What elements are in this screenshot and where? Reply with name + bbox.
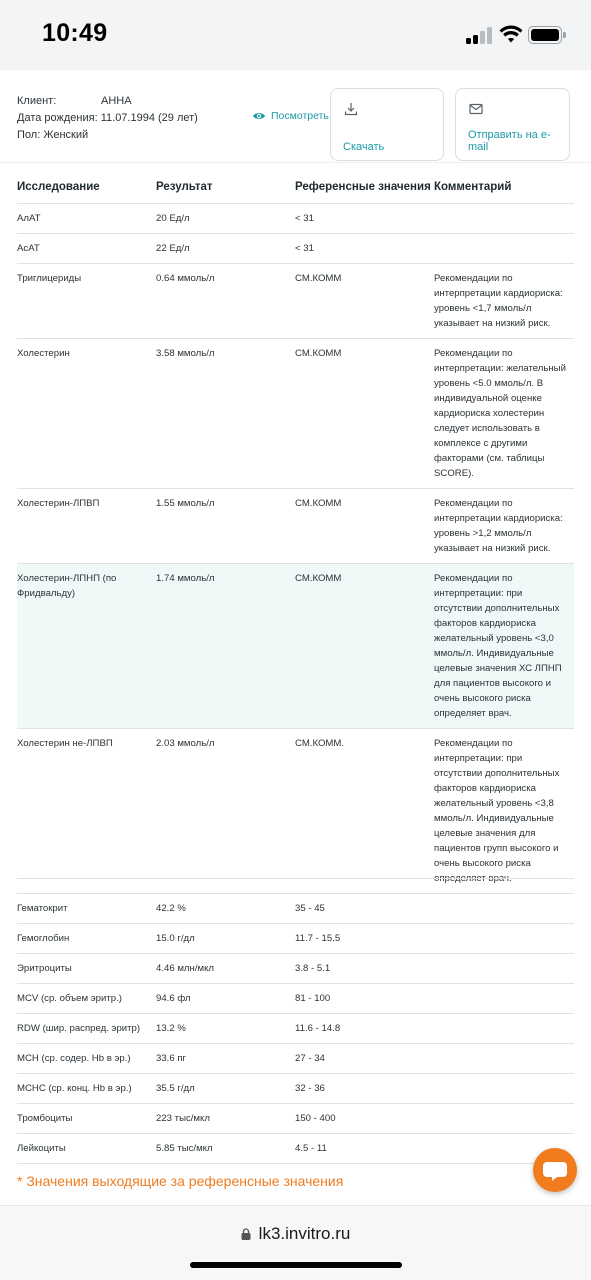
- row-divider: [17, 338, 574, 339]
- send-email-button[interactable]: [455, 88, 570, 161]
- row-divider: [17, 563, 574, 564]
- chat-button[interactable]: [533, 1148, 577, 1192]
- column-header-result: Результат: [156, 181, 213, 193]
- download-label: Скачать: [343, 141, 385, 153]
- client-value: АННА: [101, 95, 132, 107]
- url-text: lk3.invitro.ru: [258, 1224, 351, 1243]
- row-divider: [17, 1103, 574, 1104]
- wifi-icon: [499, 24, 523, 44]
- test-result: 4.46 млн/мкл: [156, 963, 214, 974]
- test-result: 2.03 ммоль/л: [156, 738, 215, 749]
- test-reference: 150 - 400: [295, 1113, 336, 1124]
- row-divider: [17, 878, 574, 879]
- test-reference: 3.8 - 5.1: [295, 963, 331, 974]
- test-name: MCH (ср. содер. Hb в эр.): [17, 1053, 131, 1064]
- row-divider: [17, 1043, 574, 1044]
- download-button[interactable]: [330, 88, 444, 161]
- test-name: Холестерин не-ЛПВП: [17, 738, 113, 749]
- status-bar: [0, 0, 591, 70]
- test-name: Гемоглобин: [17, 933, 70, 944]
- battery-icon: [528, 26, 562, 44]
- eye-icon: [252, 111, 266, 121]
- row-divider: [17, 1163, 574, 1164]
- test-comment: Рекомендации по интерпретации: желательный уровень <5.0 ммоль/л. В индивидуальной оценке кардиориска холестерин следует использовать в комплексе с другими факторами (см. таблицы SCORE).: [434, 348, 566, 479]
- test-result: 1.55 ммоль/л: [156, 498, 215, 509]
- test-result: 1.74 ммоль/л: [156, 573, 215, 584]
- test-name: Эритроциты: [17, 963, 72, 974]
- test-result: 15.0 г/дл: [156, 933, 195, 944]
- test-name: Триглицериды: [17, 273, 82, 284]
- status-time: 10:49: [42, 19, 108, 47]
- test-result: 3.58 ммоль/л: [156, 348, 215, 359]
- test-result: 33.6 пг: [156, 1053, 187, 1064]
- row-divider: [17, 893, 574, 894]
- home-indicator: [190, 1262, 402, 1268]
- test-name: Холестерин: [17, 348, 70, 359]
- test-reference: 32 - 36: [295, 1083, 325, 1094]
- divider: [0, 162, 591, 163]
- test-result: 94.6 фл: [156, 993, 191, 1004]
- test-result: 42.2 %: [156, 903, 186, 914]
- test-reference: СМ.КОММ.: [295, 738, 345, 749]
- row-divider: [17, 263, 574, 264]
- column-header-test: Исследование: [17, 181, 100, 193]
- cellular-signal-icon: [466, 27, 494, 44]
- test-result: 35.5 г/дл: [156, 1083, 195, 1094]
- test-comment: Рекомендации по интерпретации: при отсутствии дополнительных факторов кардиориска желательный уровень <3,8 ммоль/л. Индивидуальные целевые значения для пациентов групп высокого и очень высокого риска: [434, 738, 560, 869]
- test-reference: 35 - 45: [295, 903, 325, 914]
- test-result: 0.64 ммоль/л: [156, 273, 215, 284]
- test-result: 22 Ед/л: [156, 243, 190, 254]
- view-result-link[interactable]: [252, 110, 329, 122]
- row-divider: [17, 953, 574, 954]
- test-name: Холестерин-ЛПНП (по Фридвальду): [17, 573, 117, 599]
- test-reference: 81 - 100: [295, 993, 331, 1004]
- test-comment: Рекомендации по интерпретации: при отсутствии дополнительных факторов кардиориска желательный уровень <3,0 ммоль/л. Индивидуальные целевые значения ХС ЛПНП для пациентов высокого и очень высокого риска определяет врач.: [434, 573, 562, 719]
- test-reference: 11.7 - 15.5: [295, 933, 341, 944]
- test-reference: СМ.КОММ: [295, 573, 342, 584]
- test-name: MCHC (ср. конц. Hb в эр.): [17, 1083, 132, 1094]
- row-divider: [17, 488, 574, 489]
- row-divider: [17, 728, 574, 729]
- dob-label: Дата рождения:: [17, 112, 98, 124]
- client-info: [17, 93, 198, 144]
- test-reference: СМ.КОММ: [295, 273, 342, 284]
- row-divider: [17, 983, 574, 984]
- browser-address-bar[interactable]: [0, 1205, 591, 1280]
- mail-icon: [468, 101, 484, 117]
- test-result: 223 тыс/мкл: [156, 1113, 210, 1124]
- row-divider: [17, 203, 574, 204]
- row-divider: [17, 233, 574, 234]
- send-email-label: Отправить на e-mail: [468, 129, 551, 153]
- test-comment: Рекомендации по интерпретации кардиориска: уровень <1,7 ммоль/л указывает на низкий риск.: [434, 273, 563, 329]
- test-name: Лейкоциты: [17, 1143, 66, 1154]
- client-label: Клиент:: [17, 95, 57, 107]
- dob-value: 11.07.1994 (29 лет): [100, 112, 198, 124]
- test-name: Тромбоциты: [17, 1113, 73, 1124]
- test-name: АлАТ: [17, 213, 41, 224]
- test-name: Холестерин-ЛПВП: [17, 498, 100, 509]
- lock-icon: [241, 1225, 251, 1237]
- row-divider: [17, 1133, 574, 1134]
- test-reference: < 31: [295, 243, 314, 254]
- sex-label: Пол:: [17, 129, 41, 141]
- column-header-comment: Комментарий: [434, 181, 512, 193]
- test-name: MCV (ср. объем эритр.): [17, 993, 122, 1004]
- test-reference: 11.6 - 14.8: [295, 1023, 341, 1034]
- test-name: АсАТ: [17, 243, 40, 254]
- row-divider: [17, 1073, 574, 1074]
- test-comment: Рекомендации по интерпретации кардиориска: уровень >1,2 ммоль/л указывает на низкий риск.: [434, 498, 563, 554]
- chat-bubble-icon: [533, 1148, 577, 1192]
- view-result-label: Посмотреть: [271, 110, 329, 122]
- test-result: 13.2 %: [156, 1023, 186, 1034]
- test-reference: СМ.КОММ: [295, 348, 342, 359]
- sex-value: Женский: [43, 129, 89, 141]
- test-reference: < 31: [295, 213, 314, 224]
- results-table-header: [17, 181, 574, 203]
- test-name: RDW (шир. распред. эритр): [17, 1023, 141, 1034]
- test-name: Гематокрит: [17, 903, 68, 914]
- row-divider: [17, 923, 574, 924]
- row-divider: [17, 1013, 574, 1014]
- test-result: 5.85 тыс/мкл: [156, 1143, 213, 1154]
- test-reference: 4.5 - 11: [295, 1143, 327, 1154]
- download-icon: [343, 101, 359, 117]
- test-result: 20 Ед/л: [156, 213, 190, 224]
- test-reference: СМ.КОММ: [295, 498, 342, 509]
- test-reference: 27 - 34: [295, 1053, 325, 1064]
- out-of-range-legend: * Значения выходящие за референсные значения: [17, 1173, 344, 1189]
- column-header-reference: Референсные значения: [295, 181, 431, 193]
